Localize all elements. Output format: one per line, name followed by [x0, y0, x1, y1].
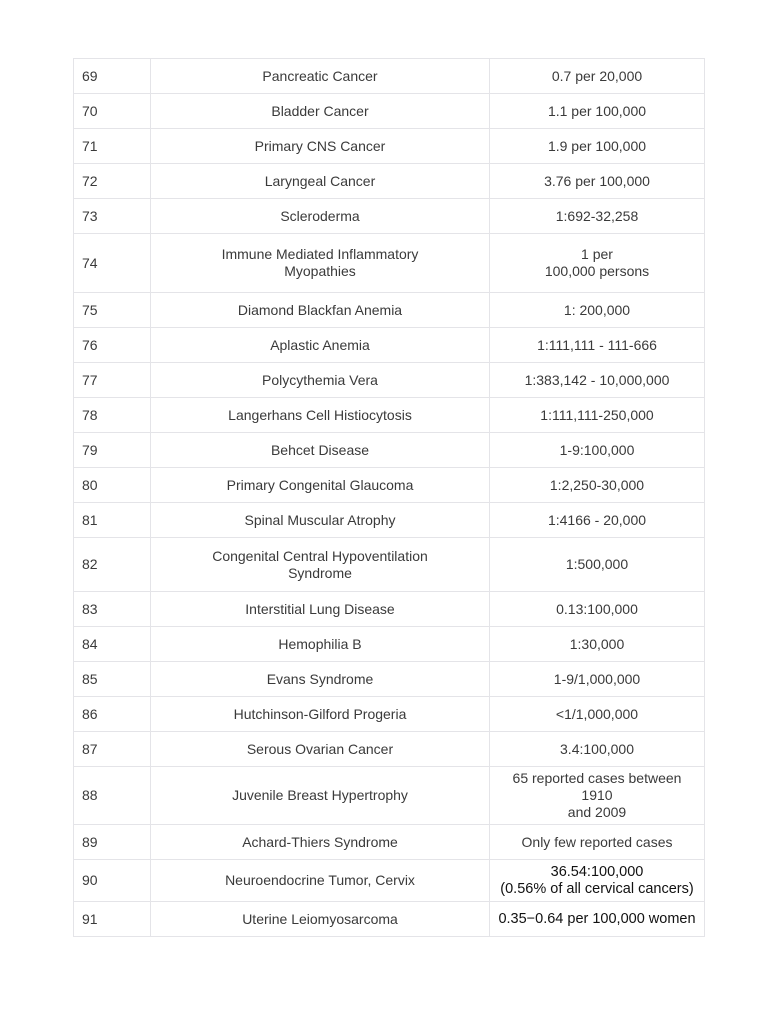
table-row [74, 164, 705, 199]
prevalence-cell [490, 468, 705, 503]
disease-name-text: Laryngeal Cancer [264, 172, 376, 189]
row-number-cell: 78 [74, 398, 151, 433]
disease-name-text: Diamond Blackfan Anemia [237, 301, 403, 318]
table-body [74, 59, 705, 937]
disease-name-text: Polycythemia Vera [262, 371, 378, 388]
prevalence-text: 1-9:100,000 [559, 441, 635, 458]
prevalence-cell [490, 627, 705, 662]
disease-name-cell [151, 860, 490, 902]
disease-name-cell [151, 902, 490, 937]
disease-name-text: Serous Ovarian Cancer [246, 740, 394, 757]
prevalence-cell [490, 538, 705, 592]
disease-name-cell [151, 59, 490, 94]
row-number-cell: 85 [74, 662, 151, 697]
prevalence-text: 1.1 per 100,000 [547, 102, 647, 119]
table-row [74, 860, 705, 902]
disease-name-cell [151, 398, 490, 433]
row-number-cell: 83 [74, 592, 151, 627]
prevalence-text: 36.54:100,000 [550, 863, 644, 880]
prevalence-cell [490, 592, 705, 627]
row-number-cell: 72 [74, 164, 151, 199]
prevalence-cell [490, 732, 705, 767]
prevalence-cell [490, 328, 705, 363]
disease-name-text: Neuroendocrine Tumor, Cervix [225, 872, 415, 888]
prevalence-cell [490, 164, 705, 199]
disease-name-text: Evans Syndrome [266, 670, 374, 687]
table-row [74, 538, 705, 592]
prevalence-cell [490, 293, 705, 328]
disease-name-cell [151, 433, 490, 468]
table-row [74, 59, 705, 94]
disease-name-text: Hutchinson-Gilford Progeria [233, 705, 407, 722]
prevalence-cell [490, 662, 705, 697]
row-number-cell: 86 [74, 697, 151, 732]
table-row [74, 627, 705, 662]
table-row [74, 902, 705, 937]
table-row [74, 433, 705, 468]
prevalence-text: 100,000 persons [544, 263, 650, 279]
prevalence-text: <1/1,000,000 [555, 705, 639, 722]
prevalence-text: 1:111,111-250,000 [540, 406, 654, 423]
disease-name-text: Immune Mediated Inflammatory [221, 246, 419, 262]
prevalence-cell [490, 94, 705, 129]
disease-name-cell [151, 293, 490, 328]
table-row [74, 592, 705, 627]
table-row [74, 662, 705, 697]
row-number-cell: 69 [74, 59, 151, 94]
prevalence-text: 1-9/1,000,000 [553, 670, 641, 687]
prevalence-text: 1.9 per 100,000 [547, 137, 647, 154]
row-number-cell: 74 [74, 234, 151, 293]
row-number-cell: 89 [74, 825, 151, 860]
row-number-cell: 73 [74, 199, 151, 234]
row-number-cell: 84 [74, 627, 151, 662]
disease-name-text: Achard-Thiers Syndrome [242, 833, 398, 850]
table-row [74, 363, 705, 398]
disease-name-text: Primary CNS Cancer [254, 137, 386, 154]
prevalence-cell [490, 503, 705, 538]
disease-name-text: Pancreatic Cancer [262, 67, 378, 84]
prevalence-cell [490, 363, 705, 398]
disease-name-text: Langerhans Cell Histiocytosis [228, 406, 412, 423]
row-number-cell: 91 [74, 902, 151, 937]
disease-name-cell [151, 164, 490, 199]
prevalence-cell [490, 433, 705, 468]
prevalence-cell [490, 59, 705, 94]
table-row [74, 697, 705, 732]
disease-name-cell [151, 234, 490, 293]
prevalence-text: 1:383,142 - 10,000,000 [524, 371, 670, 388]
prevalence-text: 1:692-32,258 [555, 207, 639, 224]
prevalence-cell [490, 398, 705, 433]
prevalence-text: 0.7 per 20,000 [551, 67, 643, 84]
prevalence-cell [490, 199, 705, 234]
disease-name-cell [151, 767, 490, 825]
table-row [74, 732, 705, 767]
table-row [74, 234, 705, 293]
prevalence-text: (0.56% of all cervical cancers) [500, 880, 694, 897]
prevalence-text: 3.4:100,000 [560, 740, 634, 757]
prevalence-text: 0.13:100,000 [556, 600, 638, 617]
table-row [74, 293, 705, 328]
row-number-cell: 80 [74, 468, 151, 503]
disease-prevalence-table [73, 58, 705, 937]
prevalence-text: Only few reported cases [521, 833, 673, 850]
disease-name-text: Syndrome [288, 564, 352, 581]
disease-name-cell [151, 662, 490, 697]
disease-name-cell [151, 328, 490, 363]
prevalence-text: 1:2,250-30,000 [549, 476, 645, 493]
disease-name-text: Bladder Cancer [271, 102, 369, 119]
prevalence-cell [490, 129, 705, 164]
disease-name-cell [151, 697, 490, 732]
disease-name-text: Primary Congenital Glaucoma [226, 476, 414, 493]
row-number-cell: 81 [74, 503, 151, 538]
prevalence-text: 1 per [581, 246, 613, 262]
row-number-cell: 77 [74, 363, 151, 398]
prevalence-cell [490, 234, 705, 293]
disease-name-cell [151, 732, 490, 767]
disease-name-cell [151, 94, 490, 129]
disease-name-cell [151, 627, 490, 662]
row-number-cell: 82 [74, 538, 151, 592]
table-row [74, 94, 705, 129]
disease-name-text: Spinal Muscular Atrophy [244, 511, 396, 528]
disease-name-cell [151, 503, 490, 538]
prevalence-cell [490, 697, 705, 732]
table-row [74, 199, 705, 234]
prevalence-cell [490, 860, 705, 902]
row-number-cell: 76 [74, 328, 151, 363]
row-number-cell: 87 [74, 732, 151, 767]
disease-name-cell [151, 592, 490, 627]
prevalence-text: 1:500,000 [565, 556, 629, 572]
disease-name-cell [151, 199, 490, 234]
row-number-cell: 88 [74, 767, 151, 825]
prevalence-text: 3.76 per 100,000 [544, 172, 650, 189]
disease-name-text: Juvenile Breast Hypertrophy [232, 787, 408, 803]
disease-name-cell [151, 129, 490, 164]
prevalence-text: 1:111,111 - 111-666 [537, 336, 657, 353]
disease-name-text: Behcet Disease [270, 441, 370, 458]
disease-name-text: Hemophilia B [278, 635, 362, 652]
prevalence-text: 1:4166 - 20,000 [547, 511, 647, 528]
prevalence-text: 1: 200,000 [563, 301, 631, 318]
table-row [74, 825, 705, 860]
table-row [74, 398, 705, 433]
prevalence-cell [490, 767, 705, 825]
disease-name-text: Scleroderma [280, 207, 360, 224]
disease-name-text: Congenital Central Hypoventilation [212, 547, 428, 564]
disease-name-cell [151, 363, 490, 398]
disease-name-cell [151, 468, 490, 503]
prevalence-text: 0.35−0.64 per 100,000 women [498, 910, 696, 927]
row-number-cell: 90 [74, 860, 151, 902]
table-row [74, 468, 705, 503]
disease-name-text: Myopathies [284, 263, 356, 279]
row-number-cell: 70 [74, 94, 151, 129]
prevalence-cell [490, 902, 705, 937]
prevalence-text: 1:30,000 [569, 635, 625, 652]
row-number-cell: 71 [74, 129, 151, 164]
row-number-cell: 75 [74, 293, 151, 328]
disease-name-text: Interstitial Lung Disease [245, 600, 395, 617]
table-row [74, 328, 705, 363]
prevalence-cell [490, 825, 705, 860]
prevalence-text: and 2009 [567, 804, 627, 820]
disease-name-cell [151, 538, 490, 592]
disease-name-cell [151, 825, 490, 860]
disease-name-text: Aplastic Anemia [270, 336, 370, 353]
prevalence-text: 65 reported cases between 1910 [512, 770, 682, 803]
table-row [74, 767, 705, 825]
table-row [74, 129, 705, 164]
row-number-cell: 79 [74, 433, 151, 468]
disease-name-text: Uterine Leiomyosarcoma [242, 910, 398, 927]
table-row [74, 503, 705, 538]
